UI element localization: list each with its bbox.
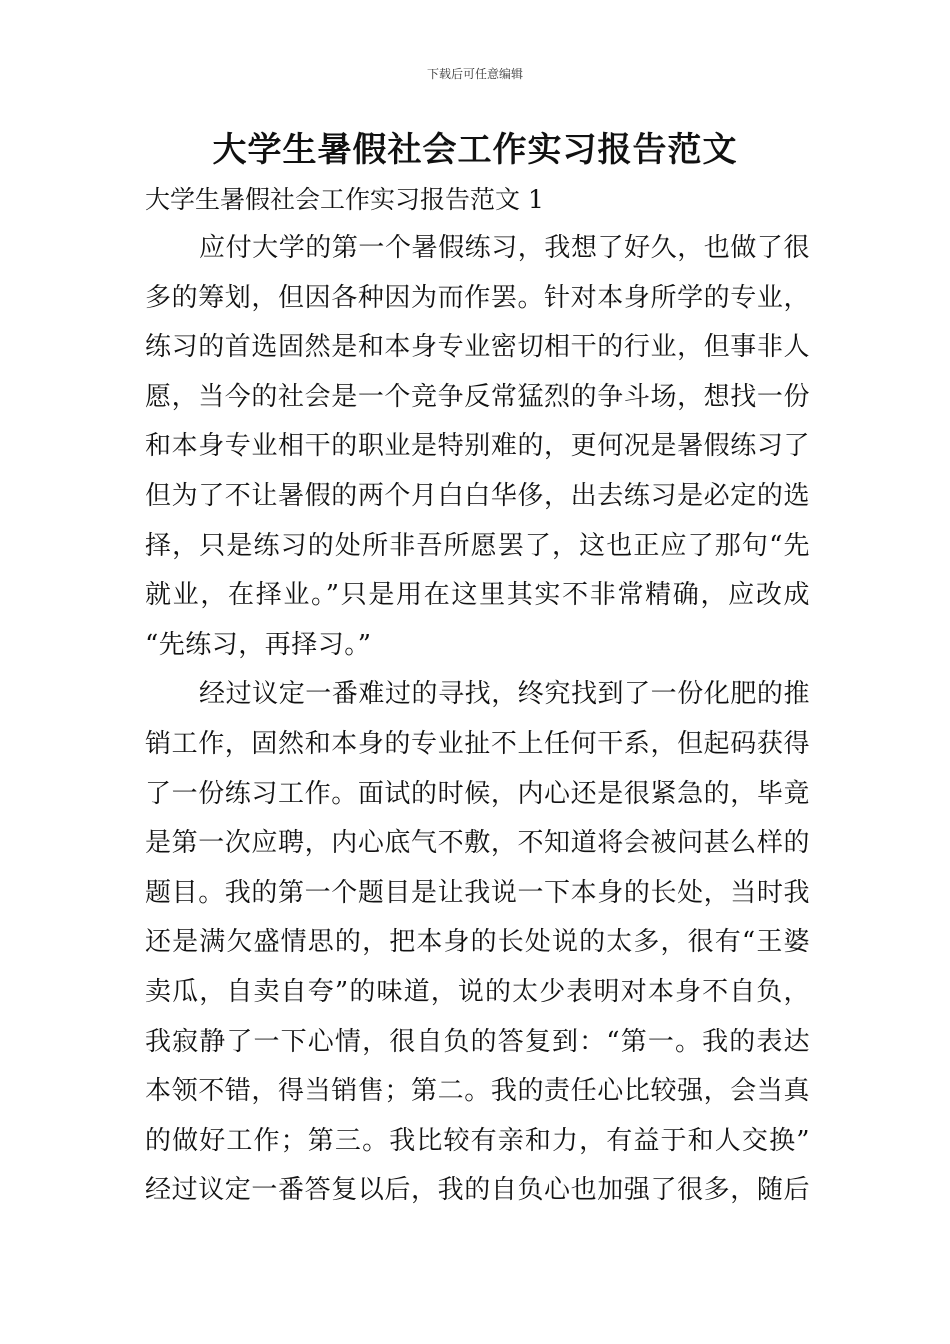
document-title: 大学生暑假社会工作实习报告范文 (212, 130, 738, 170)
text-line: 题目。我的第一个题目是让我说一下本身的长处，当时我 (145, 877, 810, 908)
text-line: “先练习，再择习。” (145, 629, 372, 660)
text-line: 了一份练习工作。面试的时候，内心还是很紧急的，毕竟 (145, 778, 810, 809)
text-line: 经过议定一番难过的寻找，终究找到了一份化肥的推 (199, 679, 810, 710)
paragraph-1 (145, 224, 810, 670)
body-text (145, 224, 810, 1216)
text-line: 还是满欠盛情思的，把本身的长处说的太多，很有“王婆 (145, 927, 810, 958)
text-line: 但为了不让暑假的两个月白白华侈，出去练习是必定的选 (145, 480, 810, 511)
text-line: 销工作，固然和本身的专业扯不上任何干系，但起码获得 (145, 728, 810, 759)
text-line: 应付大学的第一个暑假练习，我想了好久，也做了很 (199, 233, 810, 263)
section-subtitle: 大学生暑假社会工作实习报告范文 1 (145, 185, 544, 214)
text-line: 本领不错，得当销售；第二。我的责任心比较强，会当真 (145, 1076, 810, 1107)
text-line: 愿，当今的社会是一个竞争反常猛烈的争斗场，想找一份 (145, 381, 810, 412)
text-line: 多的筹划，但因各种因为而作罢。针对本身所学的专业， (145, 282, 810, 313)
text-line: 择，只是练习的处所非吾所愿罢了，这也正应了那句“先 (145, 530, 810, 561)
text-line: 练习的首选固然是和本身专业密切相干的行业，但事非人 (145, 332, 810, 363)
paragraph-2 (145, 670, 810, 1216)
header-note: 下载后可任意编辑 (426, 67, 523, 81)
text-line: 卖瓜，自卖自夸”的味道，说的太少表明对本身不自负， (145, 976, 810, 1007)
text-line: 我寂静了一下心情，很自负的答复到：“第一。我的表达 (145, 1026, 810, 1057)
text-line: 和本身专业相干的职业是特别难的，更何况是暑假练习了 (145, 431, 810, 462)
text-line: 是第一次应聘，内心底气不敷，不知道将会被问甚么样的 (145, 828, 810, 859)
text-line: 就业，在择业。”只是用在这里其实不非常精确，应改成 (145, 580, 810, 611)
text-line: 的做好工作；第三。我比较有亲和力，有益于和人交换” (145, 1125, 810, 1156)
text-line: 经过议定一番答复以后，我的自负心也加强了很多，随后 (145, 1175, 810, 1206)
